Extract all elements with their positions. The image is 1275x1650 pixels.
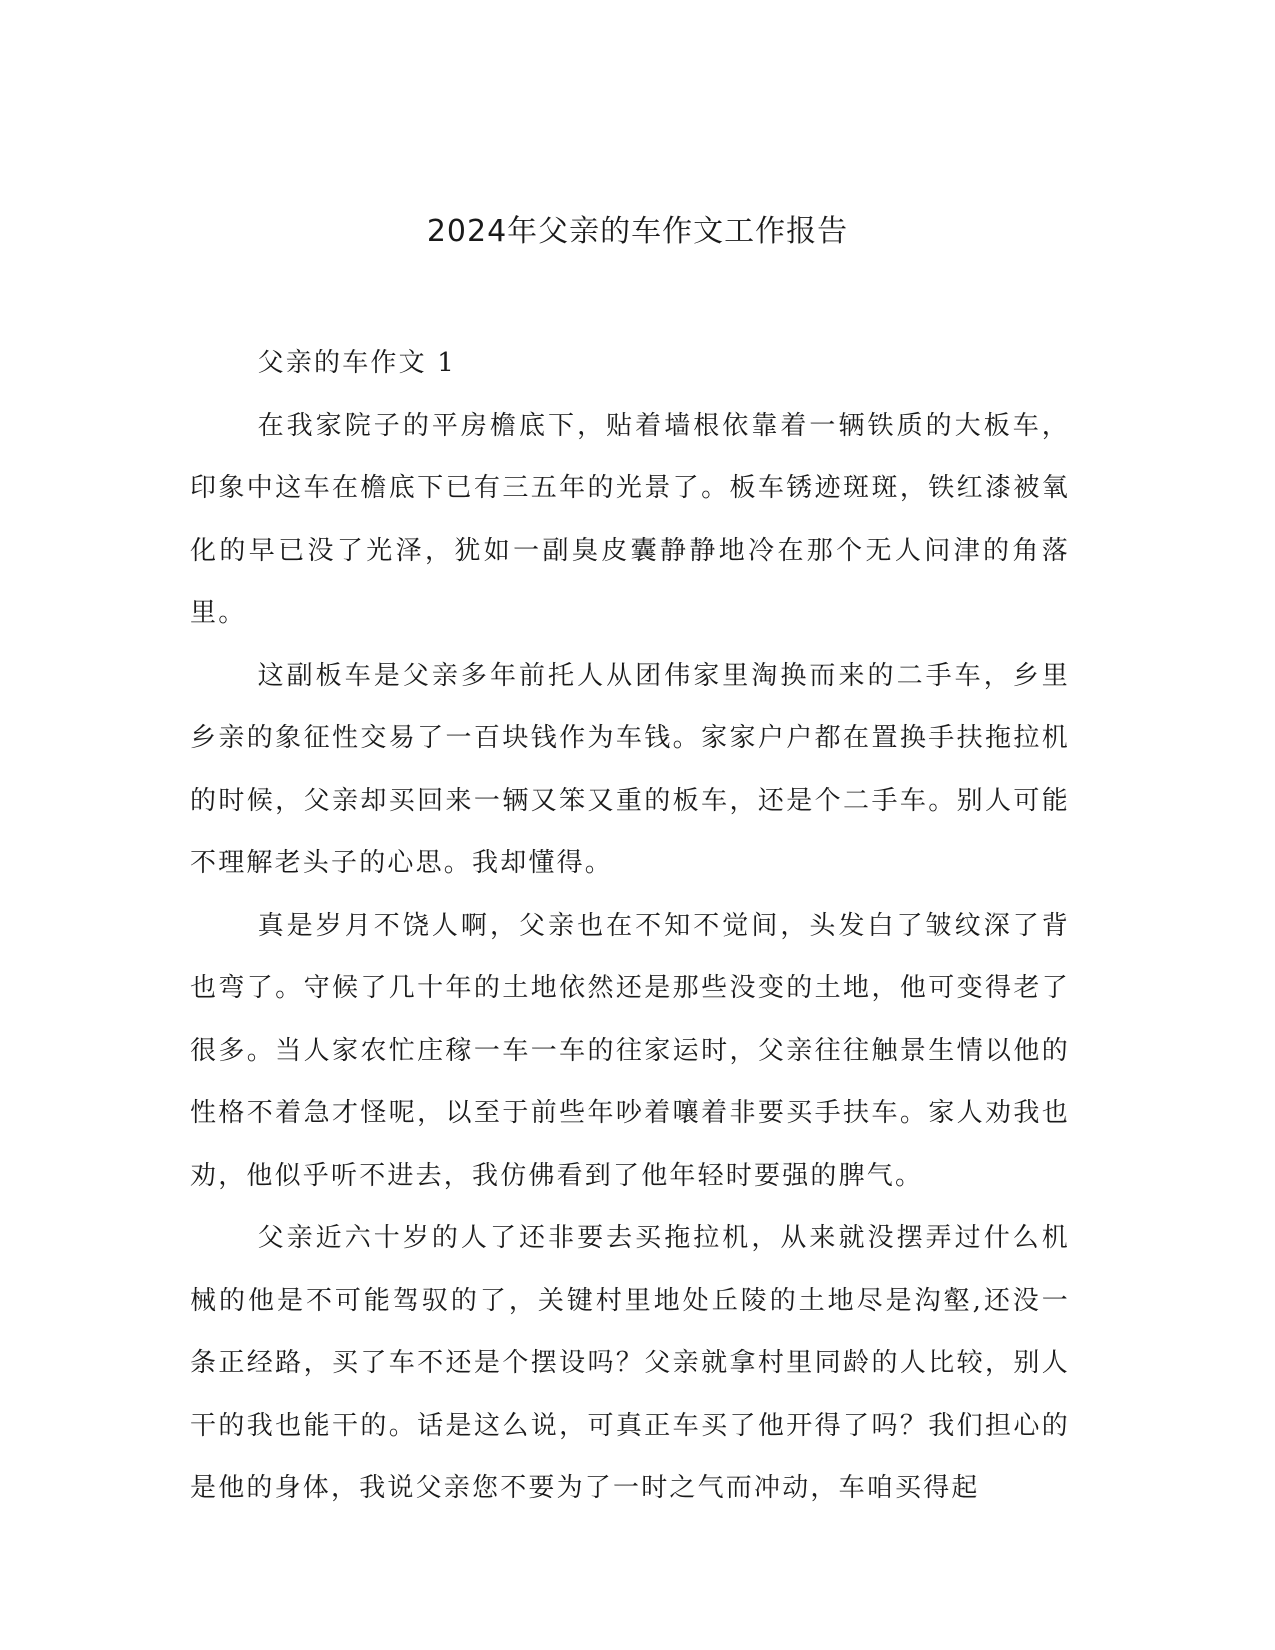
section-heading: 父亲的车作文 1 [257, 348, 457, 378]
paragraph: 真是岁月不饶人啊，父亲也在不知不觉间，头发白了皱纹深了背也弯了。守候了几十年的土地依然还是那些没变的土地，他可变得老了很多。当人家农忙庄稼一车一车的往家运时，父亲往往触景生情以他的性格不着急才怪呢，以至于前些年吵着嚷着非要买手扶车。家人劝我也劝，他似乎听不进去，我仿佛看到了他年轻时要强的脾气。 [190, 910, 1070, 1191]
document-body [190, 332, 1070, 1520]
paragraph: 父亲近六十岁的人了还非要去买拖拉机，从来就没摆弄过什么机械的他是不可能驾驭的了，关键村里地处丘陵的土地尽是沟壑,还没一条正经路，买了车不还是个摆设吗？父亲就拿村里同龄的人比较，别人干的我也能干的。话是这么说，可真正车买了他开得了吗？我们担心的是他的身体，我说父亲您不要为了一时之气而冲动，车咱买得起 [190, 1223, 1070, 1503]
document-title: 2024年父亲的车作文工作报告 [426, 214, 849, 249]
paragraph: 这副板车是父亲多年前托人从团伟家里淘换而来的二手车，乡里乡亲的象征性交易了一百块钱作为车钱。家家户户都在置换手扶拖拉机的时候，父亲却买回来一辆又笨又重的板车，还是个二手车。别人可能不理解老头子的心思。我却懂得。 [190, 660, 1070, 878]
paragraph: 在我家院子的平房檐底下，贴着墙根依靠着一辆铁质的大板车，印象中这车在檐底下已有三五年的光景了。板车锈迹斑斑，铁红漆被氧化的早已没了光泽，犹如一副臭皮囊静静地冷在那个无人问津的角落里。 [190, 410, 1070, 628]
